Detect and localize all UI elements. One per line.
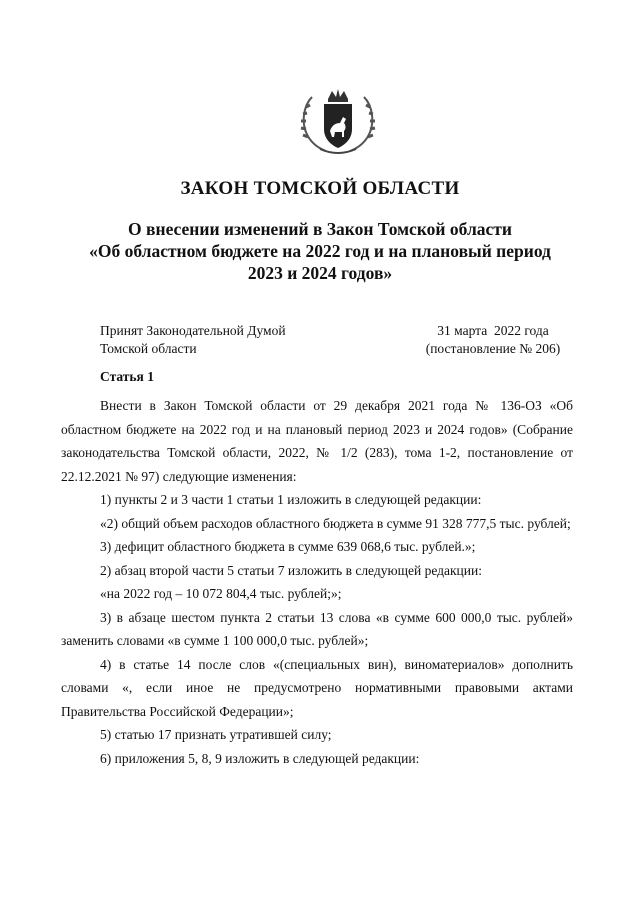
paragraph: «на 2022 год – 10 072 804,4 тыс. рублей;»;	[100, 586, 342, 601]
subtitle-line-3: 2023 и 2024 годов»	[247, 263, 393, 283]
paragraph: 2) абзац второй части 5 статьи 7 изложить в следующей редакции:	[100, 562, 482, 578]
adopted-by-line-2: Томской области	[100, 341, 197, 356]
law-subtitle	[40, 218, 600, 284]
law-title: ЗАКОН ТОМСКОЙ ОБЛАСТИ	[180, 178, 460, 199]
paragraph: 3) дефицит областного бюджета в сумме 639 068,6 тыс. рублей.»;	[100, 539, 476, 554]
adopted-by-block	[100, 322, 286, 358]
paragraph: 6) приложения 5, 8, 9 изложить в следующей редакции:	[100, 750, 420, 766]
paragraph: «2) общий объем расходов областного бюджета в сумме 91 328 777,5 тыс. рублей;	[100, 515, 571, 531]
resolution-number: (постановление № 206)	[425, 341, 561, 356]
subtitle-line-1: О внесении изменений в Закон Томской области	[128, 219, 512, 239]
article-heading: Статья 1	[100, 369, 154, 384]
adoption-date-block	[412, 322, 574, 358]
document-body	[61, 394, 573, 770]
coat-of-arms-icon	[296, 85, 380, 157]
adopted-by-line-1: Принят Законодательной Думой	[100, 323, 286, 338]
subtitle-line-2: «Об областном бюджете на 2022 год и на плановый период	[89, 241, 551, 261]
paragraph: 3) в абзаце шестом пункта 2 статьи 13 слова «в сумме 600 000,0 тыс. рублей» заменить словами «в сумме 1 100 000,0 тыс. рублей»;	[61, 609, 573, 648]
paragraph: 4) в статье 14 после слов «(специальных вин), виноматериалов» дополнить словами «, если иное не предусмотрено нормативными правовыми актами Правительства Российской Федерации»;	[61, 656, 573, 719]
adoption-date: 31 марта 2022 года	[437, 323, 549, 338]
paragraph: Внести в Закон Томской области от 29 декабря 2021 года № 136-ОЗ «Об областном бюджете на 2022 год и на плановый период 2023 и 2024 годов» (Собрание законодательства Томской области, 2022, № 1/2 (283), тома 1-2, постановление от 22.12.2021 № 97) следующие изменения:	[61, 398, 573, 484]
paragraph: 1) пункты 2 и 3 части 1 статьи 1 изложить в следующей редакции:	[100, 492, 482, 507]
paragraph: 5) статью 17 признать утратившей силу;	[100, 727, 332, 742]
